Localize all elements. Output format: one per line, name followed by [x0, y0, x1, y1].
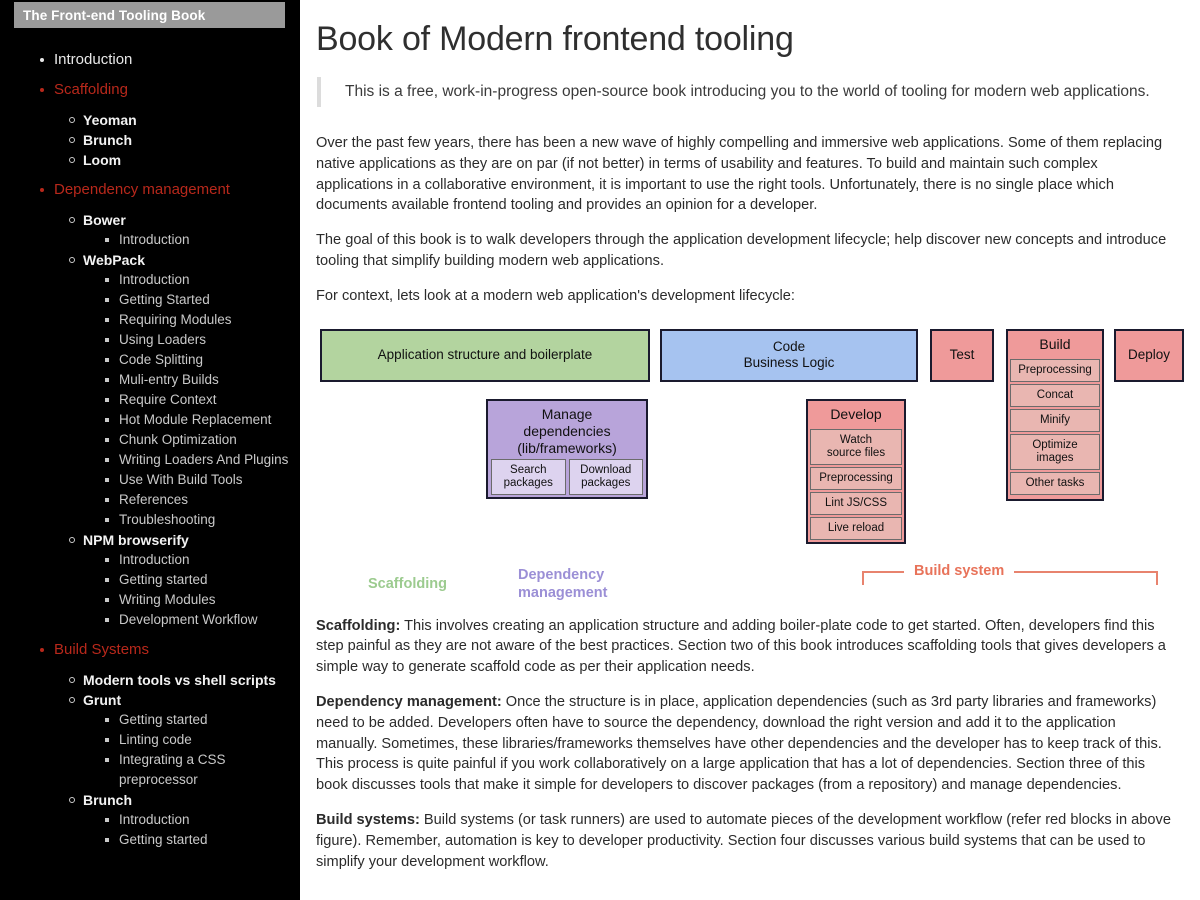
toc-level-3 — [67, 550, 300, 630]
box-label: Application structure and boilerplate — [377, 347, 593, 363]
toc-link[interactable]: Brunch — [83, 792, 132, 808]
subbox-label-line2: packages — [503, 476, 553, 489]
paragraph: Over the past few years, there has been a new wave of highly compelling and immersive web applications. Some of them replacing native applications as they are on par (if not better) in terms of usability and features. To build and maintain such complex applications in a collaborative environment, it is important to use the right tools. Unfortunately, there is no single place which documents available frontend tooling and provides an opinion for a developer. — [316, 135, 1163, 214]
toc-link[interactable]: Introduction — [119, 812, 190, 827]
toc-link[interactable]: Linting code — [119, 732, 192, 747]
subbox-label-line1: Watch — [839, 433, 873, 446]
toc-level-3 — [67, 710, 300, 790]
box-title-line1: Manage — [541, 405, 593, 422]
toc-link[interactable]: Hot Module Replacement — [119, 412, 272, 427]
section-text: Build systems (or task runners) are used to automate pieces of the development workflow (refer red blocks in above figure). Remember, automation is key to developer productivity. Section four discusses various build systems that can be used to simplify your development workflow. — [316, 811, 1171, 870]
subbox-label: Preprocessing — [819, 471, 893, 484]
diagram-box-code-business-logic — [660, 329, 918, 382]
diagram-subbox-watch-source-files — [810, 429, 902, 465]
sidebar-item-webpack-getting-started[interactable] — [103, 290, 300, 310]
sidebar-item-grunt[interactable] — [67, 690, 300, 790]
intro-blockquote — [317, 77, 1165, 107]
toc-link[interactable]: Introduction — [54, 51, 133, 68]
box-label-line2: Business Logic — [743, 355, 835, 371]
subbox-label: Minify — [1039, 413, 1071, 426]
section-heading: Dependency management: — [316, 693, 502, 710]
subbox-label-line1: Optimize — [1032, 438, 1078, 451]
box-label-line1: Code — [772, 339, 806, 355]
sidebar-item-grunt-linting-code[interactable] — [103, 730, 300, 750]
sidebar-item-brunch-getting-started[interactable] — [103, 830, 300, 850]
subbox-label: Lint JS/CSS — [825, 496, 887, 509]
subbox-label: Concat — [1036, 388, 1074, 401]
sidebar-item-grunt-getting-started[interactable] — [103, 710, 300, 730]
diagram-subbox-search-packages — [491, 459, 566, 495]
diagram-subbox-download-packages — [569, 459, 644, 495]
section-paragraph-build-systems — [316, 810, 1178, 872]
sidebar-item-webpack-requiring-modules[interactable] — [103, 310, 300, 330]
sidebar-item-modern-tools-vs-shell-scripts[interactable] — [67, 670, 300, 690]
diagram-box-develop — [806, 399, 906, 544]
box-label: Test — [949, 347, 975, 363]
toc-link[interactable]: Troubleshooting — [119, 512, 216, 527]
diagram-subbox-live-reload — [810, 517, 902, 540]
diagram-subbox-minify — [1010, 409, 1100, 432]
diagram-subbox-optimize-images — [1010, 434, 1100, 470]
subbox-label-line1: Search — [510, 463, 547, 476]
legend-build-system — [904, 563, 1014, 579]
intro-quote-text: This is a free, work-in-progress open-source book introducing you to the world of tooling for modern web applications. — [345, 83, 1150, 100]
toc-link[interactable]: Getting Started — [119, 292, 210, 307]
legend-scaffolding — [368, 576, 447, 592]
toc-link[interactable]: Getting started — [119, 572, 208, 587]
sidebar-item-webpack-troubleshooting[interactable] — [103, 510, 300, 530]
diagram-box-deploy — [1114, 329, 1184, 382]
legend-label: Build system — [914, 562, 1005, 579]
legend-label-line1: Dependency — [518, 566, 605, 583]
toc-link[interactable]: Dependency management — [54, 181, 230, 198]
section-heading: Build systems: — [316, 811, 420, 828]
sidebar-item-webpack-code-splitting[interactable] — [103, 350, 300, 370]
sidebar-item-webpack-references[interactable] — [103, 490, 300, 510]
toc-link[interactable]: Loom — [83, 152, 122, 168]
toc-level-1 — [0, 50, 300, 850]
diagram-box-test — [930, 329, 994, 382]
toc-link[interactable]: Integrating a CSS preprocessor — [119, 752, 226, 787]
subbox-label: Preprocessing — [1018, 363, 1092, 376]
toc-level-2 — [38, 110, 300, 170]
sidebar-item-npm-introduction[interactable] — [103, 550, 300, 570]
toc-link[interactable]: Grunt — [83, 692, 122, 708]
sidebar-item-npm-writing-modules[interactable] — [103, 590, 300, 610]
toc-link[interactable]: Writing Modules — [119, 592, 216, 607]
section-paragraph-scaffolding — [316, 616, 1178, 678]
box-title: Build — [1039, 335, 1071, 352]
section-paragraph-dependency-management — [316, 692, 1178, 796]
diagram-subbox-other-tasks — [1010, 472, 1100, 495]
sidebar-item-webpack-hot-module-replacement[interactable] — [103, 410, 300, 430]
sidebar-item-npm-browserify[interactable] — [67, 530, 300, 630]
toc-link[interactable]: Chunk Optimization — [119, 432, 237, 447]
paragraph: For context, lets look at a modern web application's development lifecycle: — [316, 287, 795, 304]
toc-link[interactable]: Introduction — [119, 552, 190, 567]
sidebar-title: The Front-end Tooling Book — [23, 7, 206, 23]
page-title: Book of Modern frontend tooling — [316, 20, 794, 58]
sidebar-item-introduction[interactable] — [38, 50, 300, 70]
diagram-subbox-preprocessing — [1010, 359, 1100, 382]
toc-link[interactable]: References — [119, 492, 189, 507]
sidebar-item-yeoman[interactable] — [67, 110, 300, 130]
subbox-label-line2: source files — [826, 446, 886, 459]
sidebar-item-webpack-writing-loaders-and-plugins[interactable] — [103, 450, 300, 470]
spacer — [38, 630, 300, 640]
subbox-label-line1: Download — [580, 463, 632, 476]
diagram-box-application-structure — [320, 329, 650, 382]
table-of-contents — [0, 50, 300, 850]
legend-label-line2: management — [518, 584, 608, 601]
sidebar-item-loom[interactable] — [67, 150, 300, 170]
sidebar-item-webpack-require-context[interactable] — [103, 390, 300, 410]
toc-link[interactable]: Using Loaders — [119, 332, 207, 347]
section-text: Once the structure is in place, application dependencies (such as 3rd party libraries and frameworks) need to be added. Developers often have to source the dependency, download the right version and add it to the application manually. Sometimes, these libraries/frameworks themselves have other dependencies and the developer has to keep track of this. This process is quite painful if you work collaboratively on a large application that has a lot of dependencies. Section three of this book discusses tools that make it simple for developers to discover packages (from a repository) and manage dependencies. — [316, 693, 1162, 794]
toc-link[interactable]: Require Context — [119, 392, 217, 407]
toc-link[interactable]: WebPack — [83, 252, 145, 268]
diagram-box-manage-dependencies — [486, 399, 648, 499]
toc-link[interactable]: Getting started — [119, 712, 208, 727]
toc-link[interactable]: Getting started — [119, 832, 208, 847]
paragraph: The goal of this book is to walk developers through the application development lifecycle; help discover new concepts and introduce tooling that simplify building modern web applications. — [316, 232, 1167, 269]
toc-level-3 — [67, 230, 300, 250]
diagram-subbox-lint — [810, 492, 902, 515]
lifecycle-diagram — [316, 321, 1184, 616]
sidebar-item-brunch[interactable] — [67, 130, 300, 150]
box-label: Deploy — [1127, 347, 1171, 363]
sidebar-item-brunch-build[interactable] — [67, 790, 300, 850]
box-title — [488, 401, 646, 459]
spacer — [38, 170, 300, 180]
toc-link[interactable]: Use With Build Tools — [119, 472, 243, 487]
sidebar-item-build-systems[interactable] — [38, 640, 300, 850]
box-title: Develop — [830, 405, 882, 422]
legend-dependency-management — [518, 566, 607, 602]
subbox-label-line2: packages — [581, 476, 631, 489]
main-content — [300, 0, 1200, 900]
sidebar-item-webpack-using-loaders[interactable] — [103, 330, 300, 350]
sidebar-item-grunt-integrating-css-preprocessor[interactable] — [103, 750, 300, 790]
toc-link[interactable]: Introduction — [119, 272, 190, 287]
sidebar-item-bower[interactable] — [67, 210, 300, 250]
sidebar-item-npm-development-workflow[interactable] — [103, 610, 300, 630]
toc-link[interactable]: Introduction — [119, 232, 190, 247]
explanation-sections — [316, 616, 1178, 873]
intro-paragraphs — [316, 133, 1178, 307]
sidebar-item-webpack-use-with-build-tools[interactable] — [103, 470, 300, 490]
diagram-box-build — [1006, 329, 1104, 501]
sidebar-item-webpack-chunk-optimization[interactable] — [103, 430, 300, 450]
sidebar-item-bower-introduction[interactable] — [103, 230, 300, 250]
diagram-subbox-concat — [1010, 384, 1100, 407]
toc-link[interactable]: Requiring Modules — [119, 312, 232, 327]
box-title-line2: dependencies — [523, 422, 611, 439]
subbox-label: Live reload — [827, 521, 885, 534]
toc-level-2 — [38, 210, 300, 630]
toc-link[interactable]: Writing Loaders And Plugins — [119, 452, 289, 467]
subbox-label: Other tasks — [1025, 476, 1085, 489]
toc-link[interactable]: Brunch — [83, 132, 132, 148]
sidebar-item-webpack[interactable] — [67, 250, 300, 530]
sidebar-item-scaffolding[interactable] — [38, 80, 300, 180]
toc-level-2 — [38, 670, 300, 850]
section-heading: Scaffolding: — [316, 617, 401, 634]
toc-link[interactable]: Development Workflow — [119, 612, 258, 627]
legend-label: Scaffolding — [368, 575, 447, 592]
diagram-subrow — [488, 459, 646, 498]
toc-link[interactable]: Scaffolding — [54, 81, 128, 98]
toc-link[interactable]: Muli-entry Builds — [119, 372, 219, 387]
sidebar-item-dependency-management[interactable] — [38, 180, 300, 640]
subbox-label-line2: images — [1036, 451, 1074, 464]
toc-link[interactable]: Yeoman — [83, 112, 137, 128]
diagram-subbox-dev-preprocessing — [810, 467, 902, 490]
sidebar-item-brunch-introduction[interactable] — [103, 810, 300, 830]
toc-link[interactable]: NPM browserify — [83, 532, 189, 548]
toc-link[interactable]: Code Splitting — [119, 352, 204, 367]
sidebar-item-webpack-introduction[interactable] — [103, 270, 300, 290]
toc-link[interactable]: Bower — [83, 212, 126, 228]
box-title-line3: (lib/frameworks) — [517, 439, 617, 456]
section-text: This involves creating an application structure and adding boiler-plate code to get started. Often, developers find this step painful as they are not aware of the best practices. Section two of this book introduces scaffolding tools that gives developers a simple way to generate scaffold code as per their application needs. — [316, 617, 1166, 676]
toc-level-3 — [67, 810, 300, 850]
sidebar-title-bar[interactable] — [14, 2, 285, 28]
toc-level-3 — [67, 270, 300, 530]
toc-link[interactable]: Modern tools vs shell scripts — [83, 672, 276, 688]
sidebar-item-webpack-multi-entry-builds[interactable] — [103, 370, 300, 390]
sidebar-item-npm-getting-started[interactable] — [103, 570, 300, 590]
toc-link[interactable]: Build Systems — [54, 641, 150, 658]
sidebar — [0, 0, 300, 900]
